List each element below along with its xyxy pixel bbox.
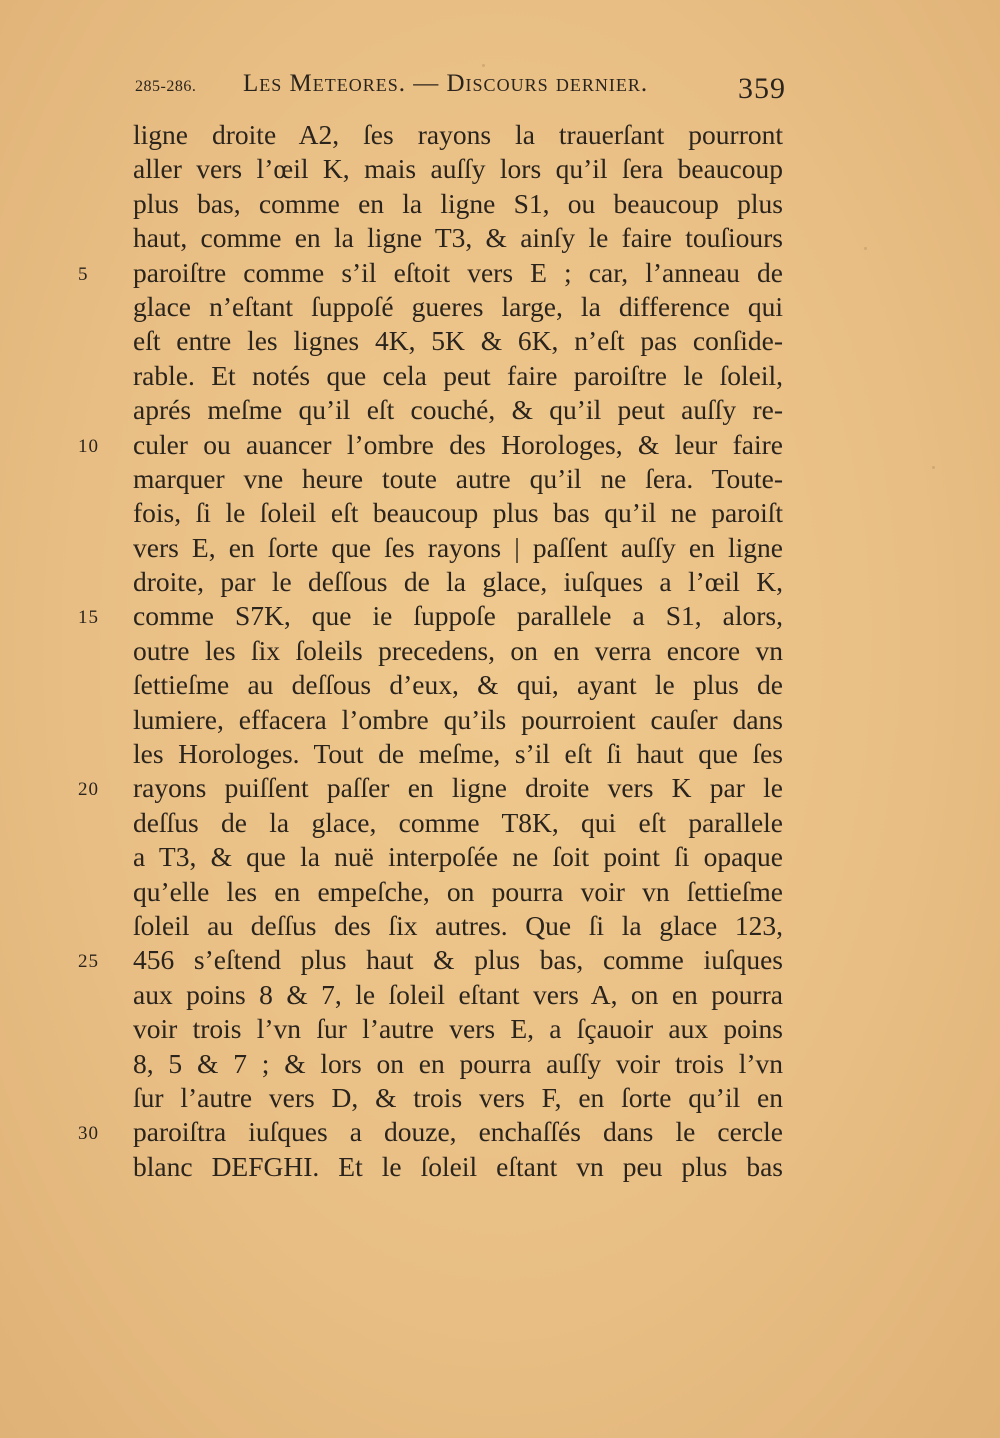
- line-text: a T3, & que la nuë interpoſée ne ſoit point ſi opaque: [133, 841, 783, 873]
- text-line: [78, 1115, 783, 1149]
- text-line: [133, 290, 783, 324]
- line-text: lumiere, effacera l’ombre qu’ils pourroient cauſer dans: [133, 703, 783, 735]
- text-line: [133, 118, 783, 152]
- line-text: plus bas, comme en la ligne S1, ou beaucoup plus: [133, 187, 783, 219]
- line-text: paroiſtre comme s’il eſtoit vers E ; car, l’anneau de: [133, 256, 783, 288]
- paper-speck: [932, 466, 935, 469]
- line-text: paroiſtra iuſques a douze, enchaſſés dans le cercle: [133, 1116, 783, 1148]
- text-line: [133, 462, 783, 496]
- paper-speck: [864, 247, 867, 250]
- text-line: [78, 256, 783, 290]
- line-text: rable. Et notés que cela peut faire paroiſtre le ſoleil,: [133, 359, 783, 391]
- line-text: haut, comme en la ligne T3, & ainſy le faire touſiours: [133, 222, 783, 254]
- body-text: [78, 118, 783, 1184]
- line-text: droite, par le deſſous de la glace, iuſques a l’œil K,: [133, 566, 783, 598]
- line-text: comme S7K, que ie ſuppoſe parallele a S1, alors,: [133, 600, 783, 632]
- paper-speck: [482, 64, 485, 67]
- text-line: [133, 496, 783, 530]
- line-number: 10: [78, 435, 99, 457]
- text-line: [133, 909, 783, 943]
- text-line: [133, 1150, 783, 1184]
- text-line: [133, 187, 783, 221]
- line-text: aprés meſme qu’il eſt couché, & qu’il peut auſſy re-: [133, 394, 783, 426]
- line-text: ſettieſme au deſſous d’eux, & qui, ayant le plus de: [133, 669, 783, 701]
- text-line: [133, 1081, 783, 1115]
- line-text: ſur l’autre vers D, & trois vers F, en ſorte qu’il en: [133, 1081, 783, 1113]
- text-line: [133, 737, 783, 771]
- text-line: [133, 840, 783, 874]
- line-text: 456 s’eſtend plus haut & plus bas, comme iuſques: [133, 944, 783, 976]
- text-line: [78, 943, 783, 977]
- text-line: [133, 359, 783, 393]
- line-text: ſoleil au deſſus des ſix autres. Que ſi la glace 123,: [133, 909, 783, 941]
- line-text: fois, ſi le ſoleil eſt beaucoup plus bas qu’il ne paroiſt: [133, 497, 783, 529]
- text-line: [78, 771, 783, 805]
- text-line: [133, 806, 783, 840]
- line-text: outre les ſix ſoleils precedens, on en verra encore vn: [133, 634, 783, 666]
- text-line: [133, 531, 783, 565]
- text-line: [133, 393, 783, 427]
- text-line: [133, 324, 783, 358]
- text-line: [133, 565, 783, 599]
- line-number: 25: [78, 951, 99, 973]
- line-number: 5: [78, 263, 89, 285]
- line-text: 8, 5 & 7 ; & lors on en pourra auſſy voir trois l’vn: [133, 1047, 783, 1079]
- text-line: [78, 599, 783, 633]
- line-text: vers E, en ſorte que ſes rayons | paſſent auſſy en ligne: [133, 531, 783, 563]
- line-text: qu’elle les en empeſche, on pourra voir vn ſettieſme: [133, 875, 783, 907]
- line-text: marquer vne heure toute autre qu’il ne ſera. Toute-: [133, 462, 783, 494]
- line-text: eſt entre les lignes 4K, 5K & 6K, n’eſt pas conſide-: [133, 325, 783, 357]
- line-text: aller vers l’œil K, mais auſſy lors qu’il ſera beaucoup: [133, 153, 783, 185]
- line-text: culer ou auancer l’ombre des Horologes, & leur faire: [133, 428, 783, 460]
- line-number: 20: [78, 779, 99, 801]
- line-number: 15: [78, 607, 99, 629]
- line-text: blanc DEFGHI. Et le ſoleil eſtant vn peu plus bas: [133, 1150, 783, 1182]
- text-line: [133, 221, 783, 255]
- running-title: Les Meteores. — Discours dernier.: [243, 70, 649, 97]
- line-text: rayons puiſſent paſſer en ligne droite vers K par le: [133, 772, 783, 804]
- line-text: voir trois l’vn ſur l’autre vers E, a ſçauoir aux poins: [133, 1013, 783, 1045]
- text-line: [133, 1012, 783, 1046]
- text-line: [133, 1047, 783, 1081]
- text-line: [133, 668, 783, 702]
- running-head: [0, 68, 1000, 108]
- text-line: [133, 634, 783, 668]
- text-line: [133, 978, 783, 1012]
- folio-range: 285-286.: [135, 78, 197, 95]
- page-number: 359: [738, 72, 786, 105]
- line-text: ligne droite A2, ſes rayons la trauerſant pourront: [133, 119, 783, 150]
- text-line: [78, 428, 783, 462]
- text-line: [133, 703, 783, 737]
- line-text: aux poins 8 & 7, le ſoleil eſtant vers A, on en pourra: [133, 978, 783, 1010]
- text-line: [133, 875, 783, 909]
- line-number: 30: [78, 1123, 99, 1145]
- line-text: les Horologes. Tout de meſme, s’il eſt ſi haut que ſes: [133, 738, 783, 770]
- line-text: deſſus de la glace, comme T8K, qui eſt parallele: [133, 806, 783, 838]
- text-line: [133, 152, 783, 186]
- line-text: glace n’eſtant ſuppoſé gueres large, la difference qui: [133, 290, 783, 322]
